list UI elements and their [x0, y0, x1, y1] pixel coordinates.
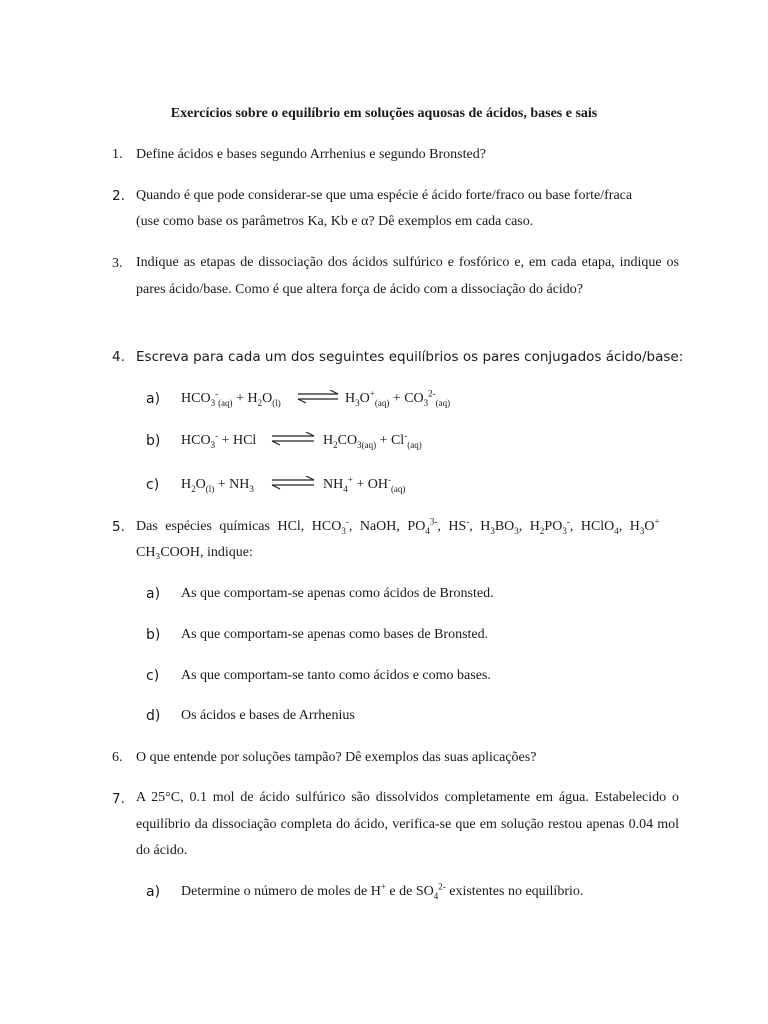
q5-b-text: As que comportam-se apenas como bases de Bronsted.: [181, 627, 489, 642]
q7-a-text: Determine o número de moles de H+ e de $SO_4^{2-}$ existentes no equilíbrio.: [181, 881, 584, 901]
q6-text: O que entende por soluções tampão? Dê exemplos das suas aplicações?: [136, 750, 537, 765]
q4-c-label: c): [146, 477, 160, 493]
q7-a-label: a): [146, 884, 161, 900]
q4-a-label: a): [146, 391, 161, 407]
q4-a-products: $H_3O^+_{(aq)} + CO_3^{2-}_{(aq)}$: [345, 388, 451, 408]
q4-b-label: b): [146, 433, 161, 449]
equilibrium-arrow-icon: [270, 476, 316, 490]
q5-number: 5.: [112, 519, 125, 535]
q6-number: 6.: [112, 750, 123, 765]
q7-number: 7.: [112, 791, 125, 807]
q4-c-products: $NH_4^+ + OH^-_{(aq)}$: [323, 474, 406, 494]
q4-b-products: $H_2CO_{3(aq)} + Cl^-_{(aq)}$: [323, 430, 422, 450]
q5-c-label: c): [146, 668, 160, 684]
q5-d-label: d): [146, 708, 161, 724]
document-title: Exercícios sobre o equilíbrio em soluções aquosas de ácidos, bases e sais: [170, 106, 598, 121]
q2-line1: Quando é que pode considerar-se que uma espécie é ácido forte/fraco ou base forte/fraca: [136, 188, 633, 203]
q5-a-label: a): [146, 586, 161, 602]
q5-c-text: As que comportam-se tanto como ácidos e como bases.: [181, 668, 491, 683]
q1-number: 1.: [112, 147, 123, 162]
q5-d-text: Os ácidos e bases de Arrhenius: [181, 708, 355, 723]
equilibrium-arrow-icon: [296, 390, 340, 404]
q3-number: 3.: [112, 256, 123, 271]
q4-text: Escreva para cada um dos seguintes equilíbrios os pares conjugados ácido/base:: [136, 349, 684, 365]
q5-a-text: As que comportam-se apenas como ácidos de Bronsted.: [181, 586, 494, 601]
q4-c-reactants: $H_2O_{(l)} + NH_3$: [181, 477, 254, 494]
q4-a-reactants: $HCO_3^-_{(aq)} + H_2O_{(l)}$: [181, 388, 281, 408]
q2-number: 2.: [112, 188, 125, 204]
q3-text: Indique as etapas de dissociação dos ácidos sulfúrico e fosfórico e, em cada etapa, indique os pares ácido/base. Como é que altera força de ácido com a dissociação do ácido?: [136, 255, 679, 297]
q4-number: 4.: [112, 349, 125, 365]
q5-line2: CH₃COOH, indique:: [136, 545, 253, 560]
q5-line1: Das espécies químicas HCl, $HCO_3^-$, NaOH, $PO_4^{3-}$, HS-, $H_3BO_3$, $H_2PO_3^-$, HClO$_4$, $H_3O^+$: [136, 516, 660, 536]
q7-text: A 25°C, 0.1 mol de ácido sulfúrico são dissolvidos completamente em água. Estabelecido o equilíbrio da dissociação completa do ácido, verifica-se que em solução restou apenas 0.04 mol do ácido.: [136, 790, 679, 858]
q4-b-reactants: $HCO_3^-$ + HCl: [181, 430, 257, 450]
equilibrium-arrow-icon: [270, 432, 316, 446]
q2-line2: (use como base os parâmetros Ka, Kb e α? Dê exemplos em cada caso.: [136, 214, 534, 229]
q5-b-label: b): [146, 627, 161, 643]
q1-text: Define ácidos e bases segundo Arrhenius e segundo Bronsted?: [136, 147, 486, 162]
